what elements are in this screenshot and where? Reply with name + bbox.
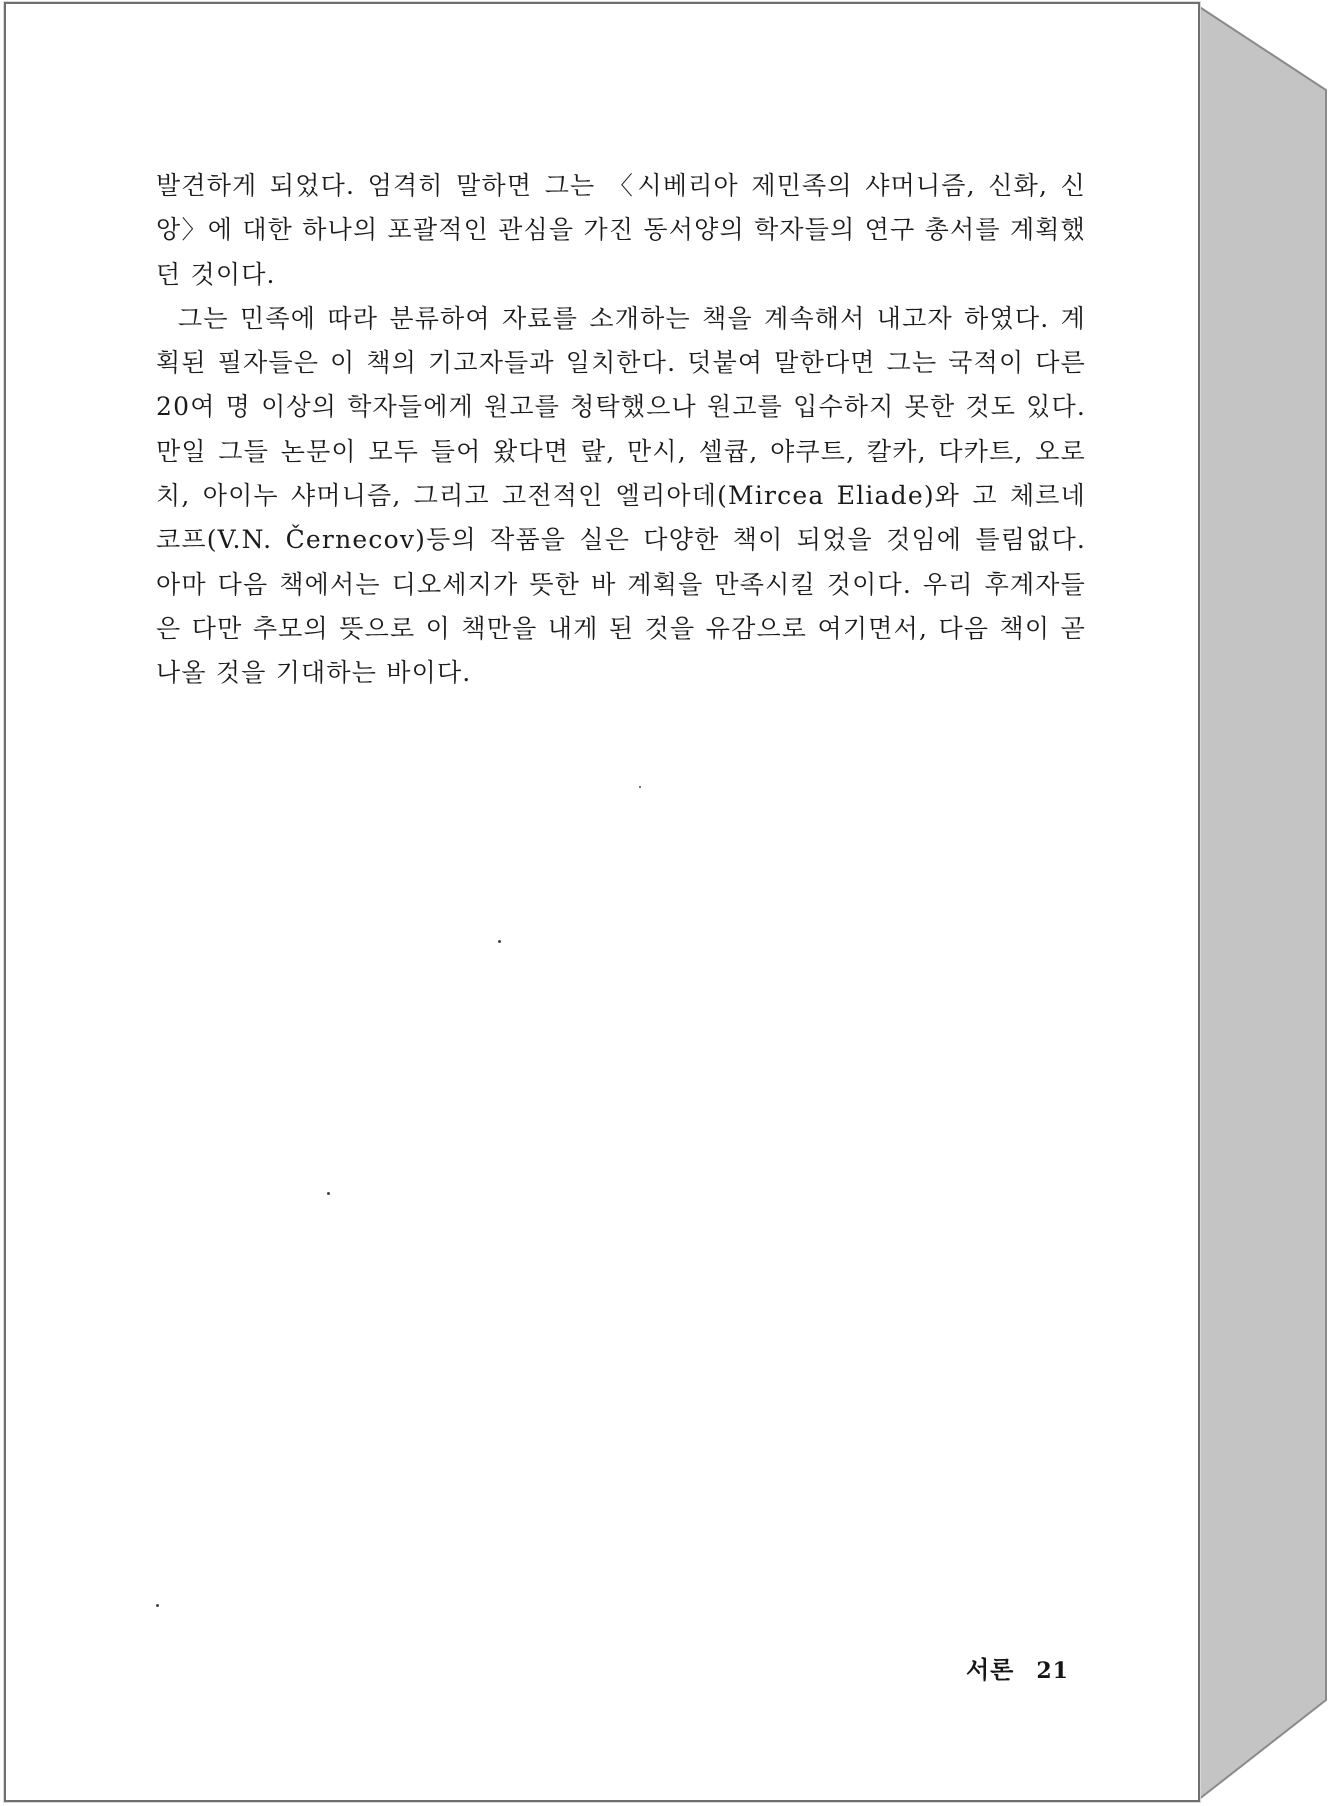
scan-speck (156, 1604, 159, 1607)
section-title: 서론 (966, 1655, 1015, 1684)
scan-speck (639, 786, 641, 788)
scan-speck (498, 940, 501, 943)
paragraph-2: 그는 민족에 따라 분류하여 자료를 소개하는 책을 계속해서 내고자 하였다. 계획된 필자들은 이 책의 기고자들과 일치한다. 덧붙여 말한다면 그는 국적이 다른 20여 명 이상의 학자들에게 원고를 청탁했으나 원고를 입수하지 못한 것도 있다. 만일 그들 논문이 모두 들어 왔다면 랖, 만시, 셀큡, 야쿠트, 칼카, 다카트, 오로치, 아이누 샤머니즘, 그리고 고전적인 엘리아데(Mircea Eliade)와 고 체르네코프(V.N. Černecov)등의 작품을 실은 다양한 책이 되었을 것임에 틀림없다. 아마 다음 책에서는 디오세지가 뜻한 바 계획을 만족시킬 것이다. 우리 후계자들은 다만 추모의 뜻으로 이 책만을 내게 된 것을 유감으로 여기면서, 다음 책이 곧 나올 것을 기대하는 바이다. (156, 303, 1086, 688)
body-text (156, 164, 1086, 696)
scan-speck (327, 1192, 330, 1195)
page-number: 21 (1036, 1658, 1069, 1684)
paragraph-1: 발견하게 되었다. 엄격히 말하면 그는 〈시베리아 제민족의 샤머니즘, 신화, 신앙〉에 대한 하나의 포괄적인 관심을 가진 동서양의 학자들의 연구 총서를 계획했던 것이다. (156, 171, 1086, 289)
running-footer (966, 1650, 1069, 1685)
